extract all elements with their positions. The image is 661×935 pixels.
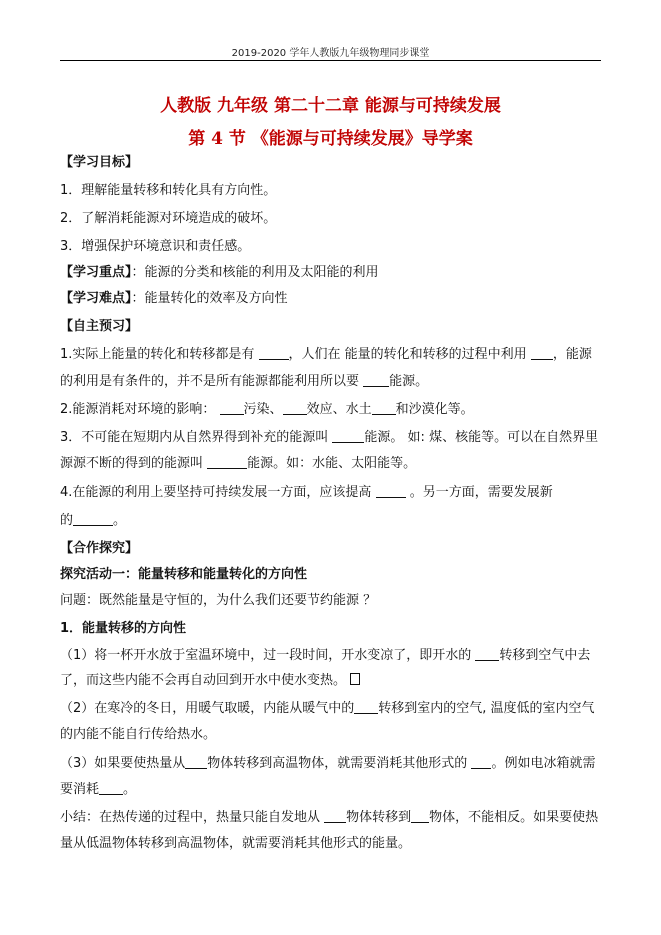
key-text: ：能源的分类和核能的利用及太阳能的利用 — [131, 265, 379, 280]
preview-q4-line1 — [60, 484, 553, 502]
blank[interactable] — [332, 430, 364, 443]
q2-text-b: 污染、 — [243, 402, 283, 417]
goal-2: 2．了解消耗能源对环境造成的破坏。 — [60, 211, 277, 226]
summary-text-c: 物体，不能相反。如果要使热 — [429, 810, 599, 825]
blank[interactable] — [354, 701, 378, 714]
q4-text-a: 4.在能源的利用上要坚持可持续发展一方面，应该提高 — [60, 485, 372, 500]
q3-text-a: 3．不可能在短期内从自然界得到补充的能源叫 — [60, 430, 329, 445]
p3-text-c: 。例如电冰箱就需 — [491, 756, 596, 771]
goals-heading: 【学习目标】 — [60, 155, 139, 170]
summary-line1 — [60, 809, 598, 827]
p2-text-b: 转移到室内的空气, 温度低的室内空气 — [378, 701, 595, 716]
blank[interactable] — [259, 347, 289, 360]
header-divider — [60, 60, 601, 61]
blank[interactable] — [471, 756, 491, 769]
preview-q1-line1 — [60, 346, 592, 364]
page-header: 2019-2020 学年人教版九年级物理同步课堂 — [231, 48, 430, 59]
blank[interactable] — [475, 648, 499, 661]
goal-3: 3．增强保护环境意识和责任感。 — [60, 239, 251, 254]
chapter-title: 人教版 九年级 第二十二章 能源与可持续发展 — [160, 96, 501, 116]
q3-text-c: 源源不断的得到的能源叫 — [60, 456, 204, 471]
p1-text-a: （1）将一杯开水放于室温环境中，过一段时间，开水变凉了，即开水的 — [60, 648, 472, 663]
blank[interactable] — [73, 513, 113, 526]
para2-line1 — [60, 700, 595, 718]
q4-text-c: 的 — [60, 513, 74, 528]
blank[interactable] — [185, 756, 207, 769]
checkbox-icon — [350, 673, 360, 685]
para2-line2: 的内能不能自行传给热水。 — [60, 727, 217, 742]
p3-text-b: 物体转移到高温物体，就需要消耗其他形式的 — [207, 756, 468, 771]
blank[interactable] — [324, 810, 346, 823]
p3-text-d: 要消耗 — [60, 782, 100, 797]
q3-text-b: 能源。 如: 煤、核能等。可以在自然界里 — [364, 430, 599, 445]
diff-label: 【学习难点】 — [60, 291, 132, 306]
q2-text-d: 和沙漠化等。 — [395, 402, 474, 417]
preview-heading: 【自主预习】 — [60, 319, 139, 334]
blank[interactable] — [376, 485, 406, 498]
activity-question: 问题：既然能量是守恒的，为什么我们还要节约能源 ？ — [60, 593, 377, 608]
activity-heading: 探究活动一：能量转移和能量转化的方向性 — [60, 567, 308, 582]
preview-q4-line2 — [60, 512, 126, 530]
diff-text: ：能量转化的效率及方向性 — [131, 291, 288, 306]
summary-text-b: 物体转移到 — [346, 810, 412, 825]
q1-text-a: 1.实际上能量的转化和转移都是有 — [60, 347, 255, 362]
para1-line1 — [60, 647, 590, 665]
q2-text-c: 效应、水土 — [306, 402, 372, 417]
blank[interactable] — [283, 402, 307, 415]
q3-text-d: 能源。如：水能、太阳能等。 — [247, 456, 417, 471]
p1-text-c: 了，而这些内能不会再自动回到开水中使水变热。 — [60, 673, 347, 688]
q1-text-d: 的利用是有条件的，并不是所有能源都能利用所以要 — [60, 374, 360, 389]
q1-text-e: 能源。 — [389, 374, 429, 389]
coop-heading: 【合作探究】 — [60, 541, 139, 556]
blank[interactable] — [220, 402, 244, 415]
key-points — [60, 264, 379, 282]
blank[interactable] — [372, 402, 396, 415]
summary-text-a: 小结：在热传递的过程中，热量只能自发地从 — [60, 810, 321, 825]
para1-line2 — [60, 672, 360, 690]
preview-q3-line1 — [60, 429, 598, 447]
preview-q3-line2 — [60, 455, 416, 473]
blank[interactable] — [411, 810, 429, 823]
key-label: 【学习重点】 — [60, 265, 132, 280]
q2-text-a: 2.能源消耗对环境的影响： — [60, 402, 216, 417]
q1-text-b: ，人们在 能量的转化和转移的过程中利用 — [288, 347, 527, 362]
p1-text-b: 转移到空气中去 — [499, 648, 591, 663]
p3-text-e: 。 — [123, 782, 137, 797]
p3-text-a: （3）如果要使热量从 — [60, 756, 186, 771]
para3-line2 — [60, 781, 136, 799]
goal-1: 1．理解能量转移和转化具有方向性。 — [60, 183, 277, 198]
blank[interactable] — [99, 782, 123, 795]
summary-line2: 量从低温物体转移到高温物体，就需要消耗其他形式的能量。 — [60, 836, 412, 851]
blank[interactable] — [207, 456, 247, 469]
blank[interactable] — [363, 374, 389, 387]
q1-text-c: ，能源 — [552, 347, 592, 362]
preview-q2 — [60, 401, 474, 419]
p2-text-a: （2）在寒冷的冬日，用暖气取暖，内能从暖气中的 — [60, 701, 355, 716]
blank[interactable] — [531, 347, 553, 360]
para3-line1 — [60, 755, 595, 773]
subsection-heading: 1．能量转移的方向性 — [60, 621, 187, 636]
difficult-points — [60, 290, 288, 308]
preview-q1-line2 — [60, 373, 428, 391]
q4-text-d: 。 — [113, 513, 127, 528]
q4-text-b: 。另一方面，需要发展新 — [409, 485, 553, 500]
section-title: 第 4 节 《能源与可持续发展》导学案 — [188, 129, 473, 149]
